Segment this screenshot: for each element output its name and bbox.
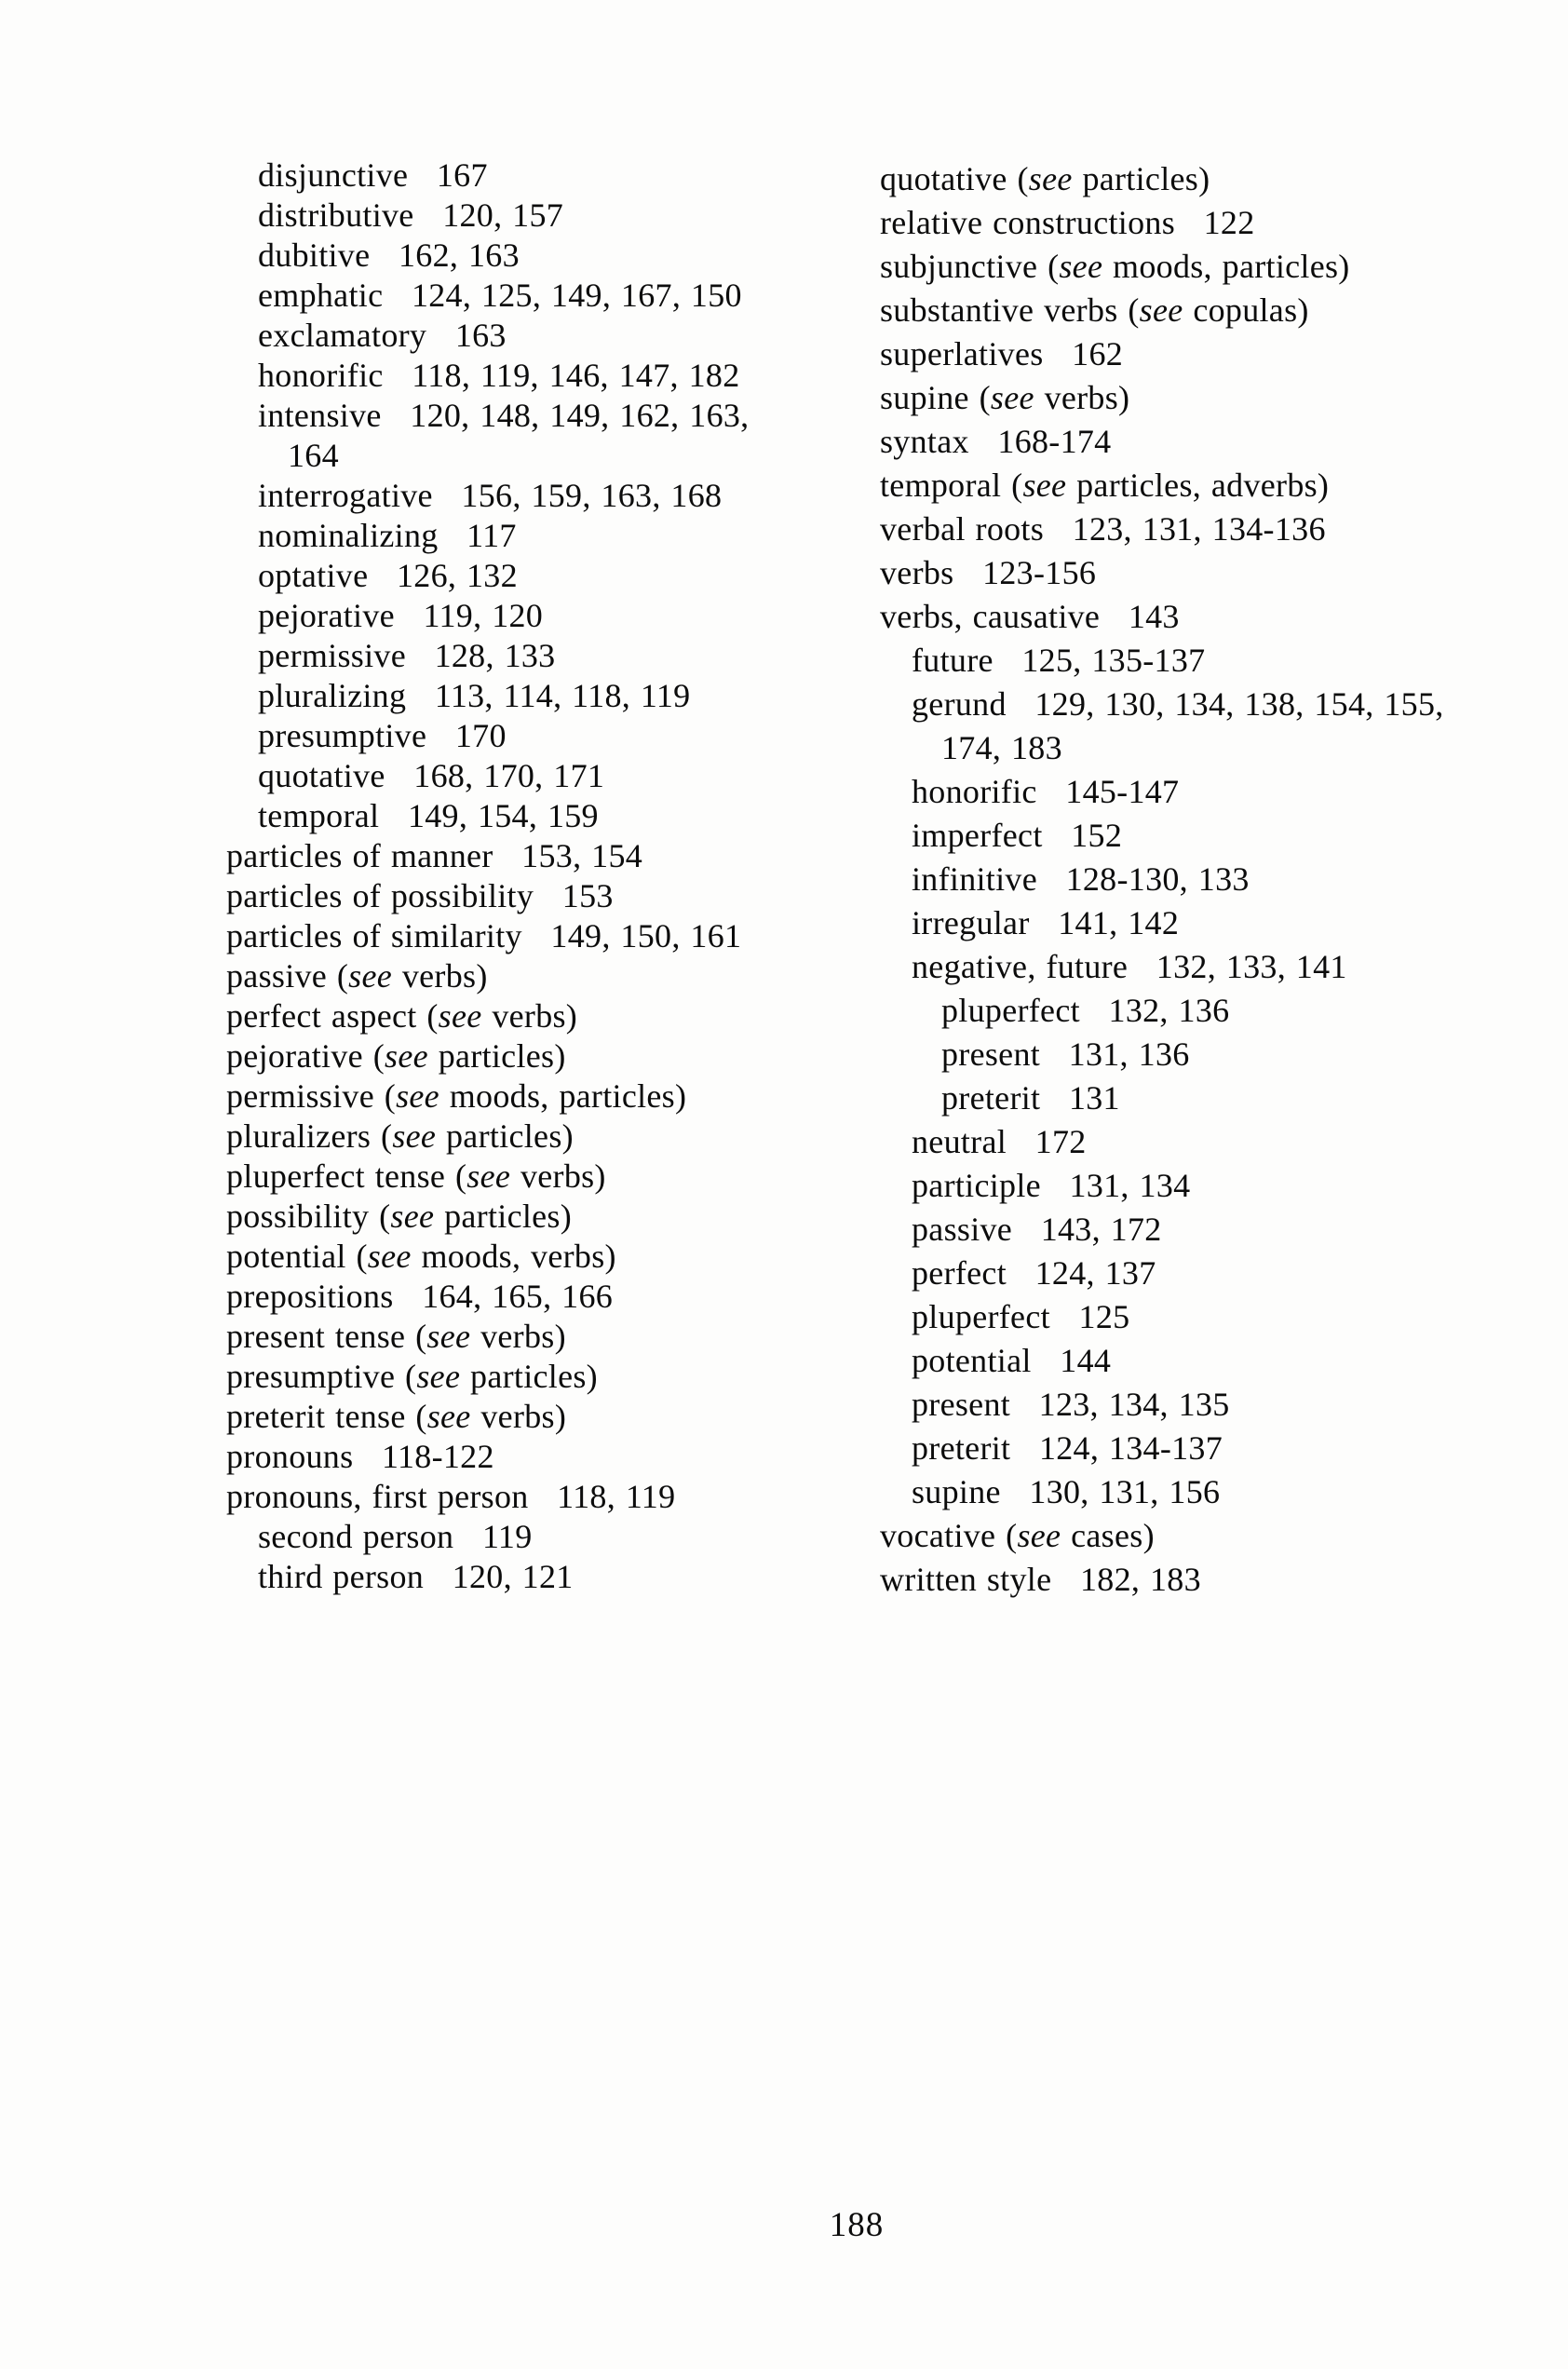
- index-entry: [880, 1339, 1550, 1383]
- index-entry: [880, 157, 1550, 201]
- index-page-numbers: 141, 142: [1058, 904, 1180, 941]
- index-entry: [880, 945, 1550, 989]
- index-page-numbers: 124, 125, 149, 167, 150: [411, 277, 742, 314]
- index-entry: [226, 1477, 878, 1517]
- index-entry: [226, 836, 878, 876]
- index-page-numbers: 132, 133, 141: [1156, 948, 1347, 985]
- index-term: potential (see moods, verbs): [226, 1238, 616, 1275]
- index-entry: [880, 1120, 1550, 1164]
- index-entry: [226, 916, 878, 956]
- index-entry: [880, 1295, 1550, 1339]
- index-entry: [880, 814, 1550, 858]
- index-page-numbers: 130, 131, 156: [1029, 1473, 1221, 1510]
- index-term: supine (see verbs): [880, 379, 1130, 416]
- index-entry: [226, 996, 878, 1036]
- index-page-numbers: 153, 154: [521, 837, 643, 874]
- index-term: particles of manner: [226, 837, 493, 874]
- index-entry: [226, 956, 878, 996]
- index-entry: [226, 636, 878, 676]
- index-page-numbers: 119, 120: [423, 597, 544, 634]
- index-term: particles of similarity: [226, 917, 522, 954]
- index-term: interrogative: [258, 477, 433, 514]
- index-entry: [880, 1514, 1550, 1558]
- index-term: pejorative: [258, 597, 395, 634]
- index-entry: [880, 770, 1550, 814]
- index-term: disjunctive: [258, 156, 409, 194]
- index-entry: [880, 245, 1550, 289]
- index-entry: [226, 676, 878, 716]
- index-term: emphatic: [258, 277, 384, 314]
- index-page-numbers: 126, 132: [396, 557, 518, 594]
- index-entry: [226, 796, 878, 836]
- index-term: syntax: [880, 423, 969, 460]
- index-entry: [880, 1164, 1550, 1208]
- index-term: pronouns: [226, 1438, 354, 1475]
- page-number: 188: [829, 2206, 885, 2244]
- index-page-numbers: 124, 137: [1034, 1254, 1156, 1292]
- index-term: temporal: [258, 797, 380, 834]
- index-page-numbers: 149, 150, 161: [550, 917, 742, 954]
- index-page-numbers: 149, 154, 159: [407, 797, 599, 834]
- see-cross-reference: see: [385, 1037, 428, 1075]
- see-cross-reference: see: [1028, 160, 1073, 197]
- index-page-numbers: 168-174: [997, 423, 1112, 460]
- index-entry: [880, 1252, 1550, 1295]
- index-page-numbers: 119: [481, 1518, 533, 1555]
- index-entry: [226, 1517, 878, 1557]
- index-page-numbers: 170: [454, 717, 507, 754]
- index-page-numbers: 118, 119, 146, 147, 182: [412, 357, 740, 394]
- index-entry: [880, 201, 1550, 245]
- index-page-numbers: 163: [454, 317, 507, 354]
- index-page-numbers: 164: [288, 437, 339, 474]
- index-term: participle: [912, 1167, 1041, 1204]
- see-cross-reference: see: [416, 1358, 461, 1395]
- index-term: quotative (see particles): [880, 160, 1210, 197]
- see-cross-reference: see: [426, 1318, 471, 1355]
- index-term: pluralizers (see particles): [226, 1117, 574, 1155]
- index-term: optative: [258, 557, 369, 594]
- see-cross-reference: see: [1059, 248, 1103, 285]
- index-entry: [226, 356, 878, 396]
- see-cross-reference: see: [396, 1077, 439, 1115]
- index-entry: [226, 1317, 878, 1357]
- index-term: verbs, causative: [880, 598, 1101, 635]
- index-page-numbers: 128, 133: [434, 637, 556, 674]
- index-entry: [226, 396, 878, 436]
- index-term: passive: [912, 1211, 1013, 1248]
- see-cross-reference: see: [367, 1238, 412, 1275]
- index-term: present tense (see verbs): [226, 1318, 566, 1355]
- index-term: gerund: [912, 685, 1007, 723]
- index-term: imperfect: [912, 817, 1043, 854]
- index-page-numbers: 131, 136: [1068, 1036, 1190, 1073]
- index-term: pluperfect tense (see verbs): [226, 1157, 606, 1195]
- index-entry: [226, 1277, 878, 1317]
- index-entry: [226, 156, 878, 196]
- index-entry: [226, 596, 878, 636]
- index-entry: [226, 556, 878, 596]
- index-term: superlatives: [880, 335, 1044, 372]
- index-page-numbers: 123, 134, 135: [1038, 1386, 1230, 1423]
- index-entry: [226, 1036, 878, 1076]
- see-cross-reference: see: [390, 1198, 435, 1235]
- index-entry: [880, 376, 1550, 420]
- index-term: permissive (see moods, particles): [226, 1077, 687, 1115]
- see-cross-reference: see: [1017, 1517, 1061, 1554]
- index-term: preterit tense (see verbs): [226, 1398, 567, 1435]
- index-term: infinitive: [912, 860, 1037, 898]
- see-cross-reference: see: [990, 379, 1034, 416]
- index-term: honorific: [912, 773, 1037, 810]
- index-entry: [880, 1470, 1550, 1514]
- index-entry: [226, 756, 878, 796]
- index-term: potential: [912, 1342, 1032, 1379]
- index-page-numbers: 125: [1078, 1298, 1130, 1335]
- index-page-numbers: 162, 163: [398, 237, 520, 274]
- index-page-numbers: 153: [561, 877, 614, 914]
- index-entry: [226, 316, 878, 356]
- index-page-numbers: 143: [1128, 598, 1180, 635]
- index-term: third person: [258, 1558, 425, 1595]
- see-cross-reference: see: [348, 957, 393, 995]
- see-cross-reference: see: [1022, 467, 1067, 504]
- index-page-numbers: 123, 131, 134-136: [1072, 510, 1326, 548]
- index-entry: [880, 639, 1550, 683]
- index-entry: [226, 1557, 878, 1597]
- index-page-numbers: 120, 121: [452, 1558, 574, 1595]
- index-page-numbers: 131, 134: [1069, 1167, 1191, 1204]
- index-term: perfect aspect (see verbs): [226, 997, 578, 1035]
- index-term: present: [941, 1036, 1041, 1073]
- index-page-numbers: 118, 119: [557, 1478, 676, 1515]
- index-page-numbers: 152: [1071, 817, 1123, 854]
- index-column-left: [226, 156, 878, 1597]
- index-term: intensive: [258, 397, 382, 434]
- index-term: exclamatory: [258, 317, 427, 354]
- index-entry: [880, 332, 1550, 376]
- index-entry: [880, 858, 1550, 901]
- index-page-numbers: 162: [1072, 335, 1124, 372]
- index-term: neutral: [912, 1123, 1007, 1160]
- index-term: permissive: [258, 637, 406, 674]
- index-page-numbers: 120, 148, 149, 162, 163,: [410, 397, 750, 434]
- index-page-numbers: 117: [466, 517, 517, 554]
- index-entry: [226, 196, 878, 236]
- index-term: present: [912, 1386, 1011, 1423]
- index-term: particles of possibility: [226, 877, 534, 914]
- index-term: second person: [258, 1518, 454, 1555]
- index-page-numbers: 125, 135-137: [1021, 642, 1206, 679]
- index-entry: [226, 476, 878, 516]
- index-term: presumptive (see particles): [226, 1358, 598, 1395]
- index-entry: [880, 595, 1550, 639]
- index-page-numbers: 123-156: [982, 554, 1097, 591]
- index-page-numbers: 174, 183: [941, 729, 1062, 766]
- index-entry: [226, 276, 878, 316]
- index-entry: [880, 683, 1550, 726]
- index-entry: [226, 516, 878, 556]
- index-term: pejorative (see particles): [226, 1037, 566, 1075]
- index-entry: [880, 551, 1550, 595]
- index-entry: [880, 420, 1550, 464]
- index-term: irregular: [912, 904, 1030, 941]
- index-term: nominalizing: [258, 517, 439, 554]
- index-page-numbers: 118-122: [382, 1438, 494, 1475]
- see-cross-reference: see: [1139, 291, 1183, 329]
- index-entry: [226, 716, 878, 756]
- index-term: pluralizing: [258, 677, 407, 714]
- index-page-numbers: 144: [1060, 1342, 1112, 1379]
- index-entry: [880, 1427, 1550, 1470]
- index-entry: [226, 236, 878, 276]
- index-entry: [226, 1076, 878, 1117]
- index-term: vocative (see cases): [880, 1517, 1155, 1554]
- index-page-numbers: 129, 130, 134, 138, 154, 155,: [1034, 685, 1444, 723]
- index-term: supine: [912, 1473, 1001, 1510]
- index-term: passive (see verbs): [226, 957, 488, 995]
- index-entry: [880, 508, 1550, 551]
- index-entry: [880, 1558, 1550, 1602]
- index-term: honorific: [258, 357, 384, 394]
- index-page-numbers: 124, 134-137: [1038, 1429, 1223, 1467]
- index-page-numbers: 145-147: [1065, 773, 1180, 810]
- index-entry: [226, 1357, 878, 1397]
- index-term: perfect: [912, 1254, 1007, 1292]
- index-page-numbers: 131: [1068, 1079, 1120, 1117]
- see-cross-reference: see: [438, 997, 482, 1035]
- index-entry: [880, 1383, 1550, 1427]
- index-term: verbs: [880, 554, 954, 591]
- index-entry: [226, 1157, 878, 1197]
- index-term: pronouns, first person: [226, 1478, 529, 1515]
- index-entry: [226, 1117, 878, 1157]
- index-page-numbers: 132, 136: [1108, 992, 1230, 1029]
- index-term: future: [912, 642, 994, 679]
- index-page-numbers: 143, 172: [1040, 1211, 1162, 1248]
- index-page-numbers: 156, 159, 163, 168: [461, 477, 723, 514]
- index-page-numbers: 122: [1203, 204, 1255, 241]
- index-term: verbal roots: [880, 510, 1045, 548]
- index-entry: [880, 1076, 1550, 1120]
- index-entry: [226, 876, 878, 916]
- index-term: temporal (see particles, adverbs): [880, 467, 1330, 504]
- index-term: pluperfect: [912, 1298, 1050, 1335]
- index-entry: [226, 1437, 878, 1477]
- index-entry: [880, 989, 1550, 1033]
- index-entry: [880, 1208, 1550, 1252]
- index-term: prepositions: [226, 1278, 394, 1315]
- index-term: relative constructions: [880, 204, 1176, 241]
- index-page-numbers: 167: [436, 156, 488, 194]
- index-entry: [226, 1237, 878, 1277]
- index-term: written style: [880, 1561, 1052, 1598]
- see-cross-reference: see: [466, 1157, 511, 1195]
- index-term: negative, future: [912, 948, 1129, 985]
- index-term: dubitive: [258, 237, 371, 274]
- index-page-numbers: 172: [1034, 1123, 1087, 1160]
- index-term: preterit: [941, 1079, 1041, 1117]
- see-cross-reference: see: [392, 1117, 437, 1155]
- index-entry-continuation: [880, 726, 1550, 770]
- index-page-numbers: 128-130, 133: [1065, 860, 1250, 898]
- index-page-numbers: 164, 165, 166: [422, 1278, 614, 1315]
- index-page-numbers: 168, 170, 171: [413, 757, 605, 794]
- index-page-numbers: 182, 183: [1079, 1561, 1201, 1598]
- index-term: quotative: [258, 757, 385, 794]
- index-entry: [226, 1397, 878, 1437]
- index-term: pluperfect: [941, 992, 1080, 1029]
- index-column-right: [880, 157, 1550, 1602]
- index-entry-continuation: [226, 436, 878, 476]
- index-term: possibility (see particles): [226, 1198, 573, 1235]
- index-term: presumptive: [258, 717, 427, 754]
- see-cross-reference: see: [426, 1398, 471, 1435]
- index-page-numbers: 113, 114, 118, 119: [434, 677, 691, 714]
- index-entry: [226, 1197, 878, 1237]
- index-entry: [880, 1033, 1550, 1076]
- index-entry: [880, 901, 1550, 945]
- index-entry: [880, 464, 1550, 508]
- index-entry: [880, 289, 1550, 332]
- index-term: substantive verbs (see copulas): [880, 291, 1309, 329]
- index-term: distributive: [258, 196, 414, 234]
- index-term: preterit: [912, 1429, 1011, 1467]
- index-page-numbers: 120, 157: [442, 196, 564, 234]
- index-term: subjunctive (see moods, particles): [880, 248, 1350, 285]
